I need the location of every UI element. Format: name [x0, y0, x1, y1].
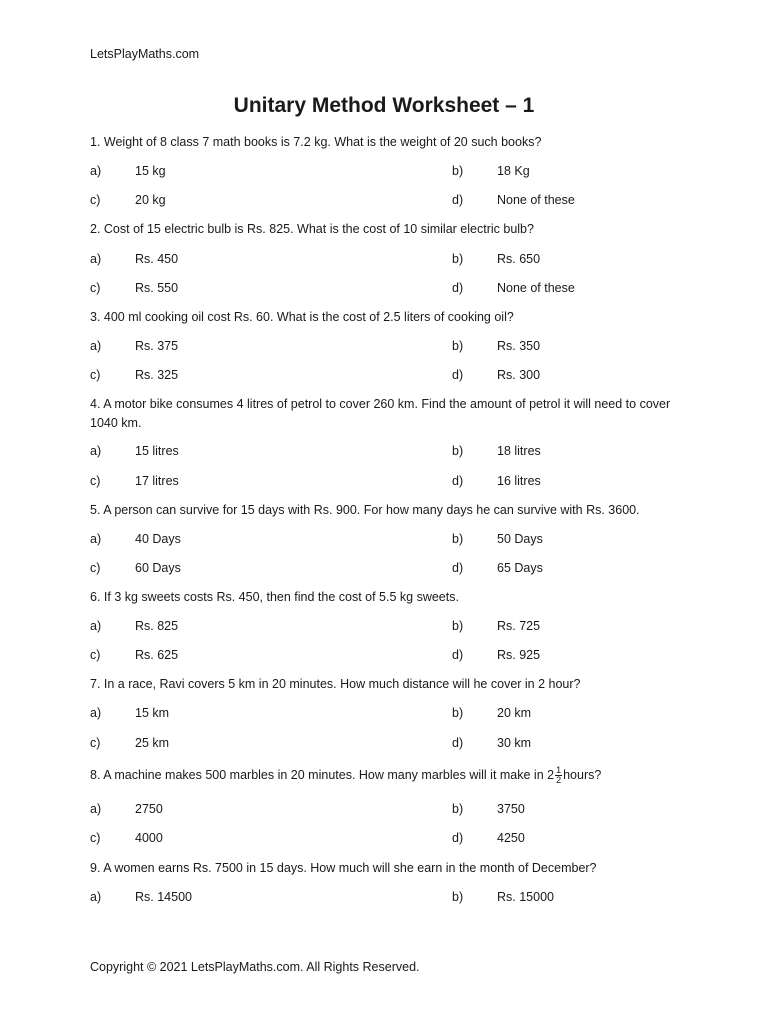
option-key-8c: c): [90, 831, 101, 845]
option-key-8a: a): [90, 802, 102, 816]
question-6: 6. If 3 kg sweets costs Rs. 450, then find the cost of 5.5 kg sweets.: [90, 590, 459, 604]
option-value-1c: 20 kg: [135, 193, 166, 207]
option-value-8d: 4250: [497, 831, 525, 845]
option-value-2d: None of these: [497, 281, 575, 295]
option-key-1b: b): [452, 164, 464, 178]
option-value-6a: Rs. 825: [135, 619, 179, 633]
option-key-3d: d): [452, 368, 464, 382]
option-value-3b: Rs. 350: [497, 339, 541, 353]
option-value-8a: 2750: [135, 802, 163, 816]
option-key-9b: b): [452, 890, 464, 904]
option-key-6a: a): [90, 619, 102, 633]
option-key-4a: a): [90, 444, 102, 458]
option-key-8b: b): [452, 802, 464, 816]
option-key-3b: b): [452, 339, 464, 353]
option-key-6c: c): [90, 648, 101, 662]
question-8-text: 8. A machine makes 500 marbles in 20 minutes. How many marbles will it make in 2: [90, 768, 555, 782]
option-value-3a: Rs. 375: [135, 339, 179, 353]
question-9: 9. A women earns Rs. 7500 in 15 days. How much will she earn in the month of December?: [90, 861, 597, 875]
option-value-7c: 25 km: [135, 736, 170, 750]
option-value-7b: 20 km: [497, 706, 532, 720]
option-key-4b: b): [452, 444, 464, 458]
option-key-9a: a): [90, 890, 102, 904]
option-value-6b: Rs. 725: [497, 619, 541, 633]
question-2: 2. Cost of 15 electric bulb is Rs. 825. What is the cost of 10 similar electric bulb?: [90, 222, 534, 236]
option-value-5b: 50 Days: [497, 532, 543, 546]
option-value-4b: 18 litres: [497, 444, 541, 458]
option-value-1b: 18 Kg: [497, 164, 530, 178]
option-key-6b: b): [452, 619, 464, 633]
option-value-7d: 30 km: [497, 736, 532, 750]
question-5: 5. A person can survive for 15 days with Rs. 900. For how many days he can survive with Rs. 3600.: [90, 503, 640, 517]
option-key-1c: c): [90, 193, 101, 207]
option-key-4c: c): [90, 474, 101, 488]
option-key-1d: d): [452, 193, 464, 207]
option-value-5c: 60 Days: [135, 561, 181, 575]
option-key-8d: d): [452, 831, 464, 845]
option-key-4d: d): [452, 474, 464, 488]
option-value-9a: Rs. 14500: [135, 890, 192, 904]
option-value-9b: Rs. 15000: [497, 890, 554, 904]
option-value-4c: 17 litres: [135, 474, 179, 488]
option-key-1a: a): [90, 164, 102, 178]
option-value-1a: 15 kg: [135, 164, 166, 178]
option-value-3c: Rs. 325: [135, 368, 179, 382]
option-value-4d: 16 litres: [497, 474, 541, 488]
fraction-numerator: 1: [556, 765, 562, 776]
question-4: 4. A motor bike consumes 4 litres of petrol to cover 260 km. Find the amount of petrol it will need to cover 1040 km.: [90, 397, 671, 430]
option-value-3d: Rs. 300: [497, 368, 541, 382]
worksheet-title: Unitary Method Worksheet – 1: [233, 94, 535, 117]
option-value-5a: 40 Days: [135, 532, 181, 546]
option-value-8c: 4000: [135, 831, 163, 845]
option-key-2c: c): [90, 281, 101, 295]
option-value-7a: 15 km: [135, 706, 170, 720]
option-value-1d: None of these: [497, 193, 575, 207]
option-key-7d: d): [452, 736, 464, 750]
option-key-5a: a): [90, 532, 102, 546]
question-3: 3. 400 ml cooking oil cost Rs. 60. What is the cost of 2.5 liters of cooking oil?: [90, 310, 514, 324]
question-8: [90, 766, 680, 785]
option-key-5c: c): [90, 561, 101, 575]
option-value-8b: 3750: [497, 802, 525, 816]
option-key-3a: a): [90, 339, 102, 353]
option-key-7a: a): [90, 706, 102, 720]
option-key-5d: d): [452, 561, 464, 575]
option-value-6c: Rs. 625: [135, 648, 179, 662]
option-key-3c: c): [90, 368, 101, 382]
site-name: LetsPlayMaths.com: [90, 47, 200, 61]
fraction-one-half: [555, 766, 562, 785]
option-value-4a: 15 litres: [135, 444, 179, 458]
option-value-2c: Rs. 550: [135, 281, 179, 295]
copyright-footer: Copyright © 2021 LetsPlayMaths.com. All Rights Reserved.: [90, 960, 420, 974]
question-1: 1. Weight of 8 class 7 math books is 7.2 kg. What is the weight of 20 such books?: [90, 135, 542, 149]
option-key-2b: b): [452, 252, 464, 266]
question-8-text-end: hours?: [563, 768, 602, 782]
option-value-2a: Rs. 450: [135, 252, 179, 266]
option-key-7b: b): [452, 706, 464, 720]
option-value-2b: Rs. 650: [497, 252, 541, 266]
option-value-5d: 65 Days: [497, 561, 543, 575]
option-key-5b: b): [452, 532, 464, 546]
option-key-2d: d): [452, 281, 464, 295]
option-key-7c: c): [90, 736, 101, 750]
option-value-6d: Rs. 925: [497, 648, 541, 662]
fraction-denominator: 2: [556, 775, 562, 786]
question-7: 7. In a race, Ravi covers 5 km in 20 minutes. How much distance will he cover in 2 hour?: [90, 677, 581, 691]
option-key-2a: a): [90, 252, 102, 266]
option-key-6d: d): [452, 648, 464, 662]
